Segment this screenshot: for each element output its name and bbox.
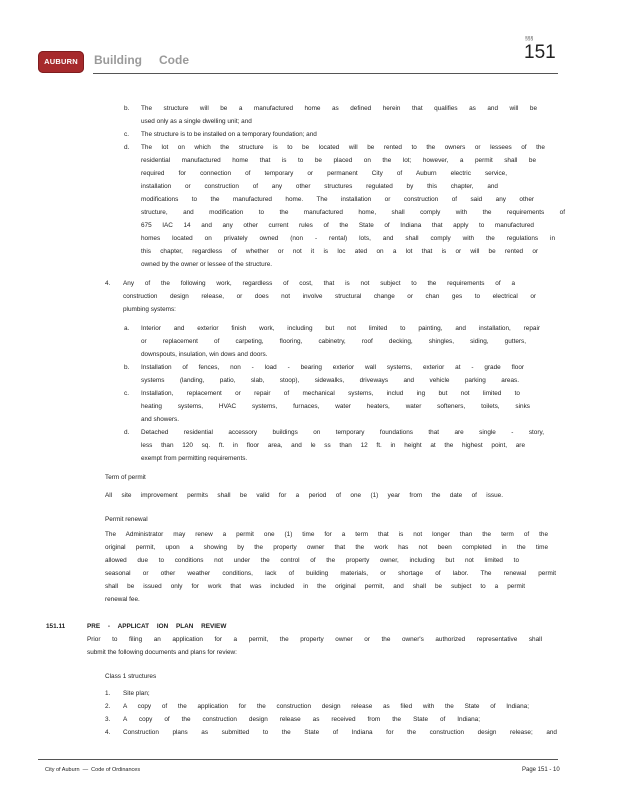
- paragraph-line: and showers.: [141, 416, 180, 423]
- paragraph-line: exempt from permitting requirements.: [141, 455, 248, 462]
- paragraph-line: original permit, upon a showing by the property owner that the work has not been completed in the time: [105, 544, 548, 551]
- paragraph-line: construction design release, or does not involve structural change or chan ges to electrical or: [123, 293, 536, 300]
- list-marker: b.: [124, 105, 130, 112]
- paragraph-line: heating systems, HVAC systems, furnaces, water heaters, water softeners, toilets, sinks: [141, 403, 530, 410]
- paragraph-line: owned by the owner or lessee of the structure.: [141, 261, 273, 268]
- paragraph-line: allowed due to conditions not under the control of the property owner, including but not limited to: [105, 557, 519, 564]
- paragraph-line: Installation of fences, non - load - bearing exterior wall systems, exterior at - grade floor: [141, 364, 524, 371]
- paragraph-line: less than 120 sq. ft. in floor area, and le ss than 12 ft. in height at the highest point, are: [141, 442, 525, 449]
- paragraph-line: A copy of the construction design release as received from the State of Indiana;: [123, 716, 480, 723]
- subheading-permit-renewal: Permit renewal: [105, 516, 148, 523]
- header-divider: [93, 73, 558, 74]
- section-title: PRE - APPLICAT ION PLAN REVIEW: [87, 623, 227, 630]
- subheading-class-1-structures: Class 1 structures: [105, 673, 157, 680]
- paragraph-line: The lot on which the structure is to be located will be rented to the owners or lessees of the: [141, 144, 545, 151]
- list-marker: 2.: [105, 703, 111, 710]
- paragraph-line: modifications to the manufactured home. The installation or construction of said any other: [141, 196, 534, 203]
- paragraph-line: plumbing systems:: [123, 306, 176, 313]
- paragraph-line: All site improvement permits shall be valid for a period of one (1) year from the date of issue.: [105, 492, 503, 499]
- list-marker: d.: [124, 429, 130, 436]
- paragraph-line: The structure is to be installed on a temporary foundation; and: [141, 131, 317, 138]
- section-number: 151.11: [46, 623, 66, 630]
- subheading-term-of-permit: Term of permit: [105, 474, 146, 481]
- footer-left-text: City of Auburn — Code of Ordinances: [45, 767, 141, 773]
- list-marker: 4.: [105, 729, 111, 736]
- paragraph-line: Installation, replacement or repair of mechanical systems, includ ing but not limited to: [141, 390, 520, 397]
- chapter-label: §§§: [525, 36, 534, 42]
- auburn-logo: [38, 51, 84, 73]
- list-marker: d.: [124, 144, 130, 151]
- footer-page-number: Page 151 - 10: [522, 767, 560, 773]
- paragraph-line: shall be issued only for work that was included in the original permit, and shall be subject to a permit: [105, 583, 525, 590]
- paragraph-line: structure, and modification to the manufactured home, shall comply with the requirements of: [141, 209, 565, 216]
- paragraph-line: Any of the following work, regardless of cost, that is not subject to the requirements of a: [123, 280, 515, 287]
- paragraph-line: Detached residential accessory buildings on temporary foundations that are single - story,: [141, 429, 544, 436]
- paragraph-line: or replacement of carpeting, flooring, cabinetry, roof decking, shingles, siding, gutters,: [141, 338, 526, 345]
- list-marker: c.: [124, 131, 129, 138]
- paragraph-line: this chapter, regardless of whether or not it is loc ated on a lot that is or will be rented or: [141, 248, 538, 255]
- list-marker: 4.: [105, 280, 111, 287]
- paragraph-line: used only as a single dwelling unit; and: [141, 118, 252, 125]
- paragraph-line: The structure will be a manufactured home as defined herein that qualifies as and will be: [141, 105, 537, 112]
- paragraph-line: systems (landing, patio, slab, stoop), sidewalks, driveways and vehicle parking areas.: [141, 377, 519, 384]
- list-marker: c.: [124, 390, 129, 397]
- footer-divider: [38, 759, 558, 760]
- paragraph-line: The Administrator may renew a permit one (1) time for a term that is not longer than the term of the: [105, 531, 548, 538]
- paragraph-line: residential manufactured home that is to be placed on the lot; however, a permit shall be: [141, 157, 536, 164]
- logo-text: AUBURN: [44, 57, 78, 66]
- list-marker: 1.: [105, 690, 111, 697]
- paragraph-line: seasonal or other weather conditions, lack of building materials, or shortage of labor. The renewal permit: [105, 570, 556, 577]
- list-marker: a.: [124, 325, 130, 332]
- paragraph-line: Construction plans as submitted to the State of Indiana for the construction design release; and: [123, 729, 557, 736]
- paragraph-line: submit the following documents and plans for review:: [87, 649, 237, 656]
- paragraph-line: homes located on privately owned (non - rental) lots, and shall comply with the regulations in: [141, 235, 555, 242]
- paragraph-line: 675 IAC 14 and any other current rules of the State of Indiana that apply to manufactured: [141, 222, 534, 229]
- paragraph-line: Site plan;: [123, 690, 150, 697]
- paragraph-line: Prior to filing an application for a permit, the property owner or the owner's authorized representative shall: [87, 636, 542, 643]
- header-title-building: Building: [94, 53, 142, 67]
- header-title-code: Code: [159, 53, 189, 67]
- paragraph-line: downspouts, insulation, win dows and doors.: [141, 351, 268, 358]
- list-marker: 3.: [105, 716, 111, 723]
- list-marker: b.: [124, 364, 130, 371]
- paragraph-line: Interior and exterior finish work, including but not limited to painting, and installation, repair: [141, 325, 540, 332]
- paragraph-line: renewal fee.: [105, 596, 140, 603]
- chapter-number: 151: [524, 42, 556, 63]
- paragraph-line: required for connection of temporary or permanent City of Auburn electric service,: [141, 170, 507, 177]
- paragraph-line: A copy of the application for the construction design release as filed with the State of Indiana;: [123, 703, 529, 710]
- paragraph-line: installation or construction of any other structures regulated by this chapter, and: [141, 183, 498, 190]
